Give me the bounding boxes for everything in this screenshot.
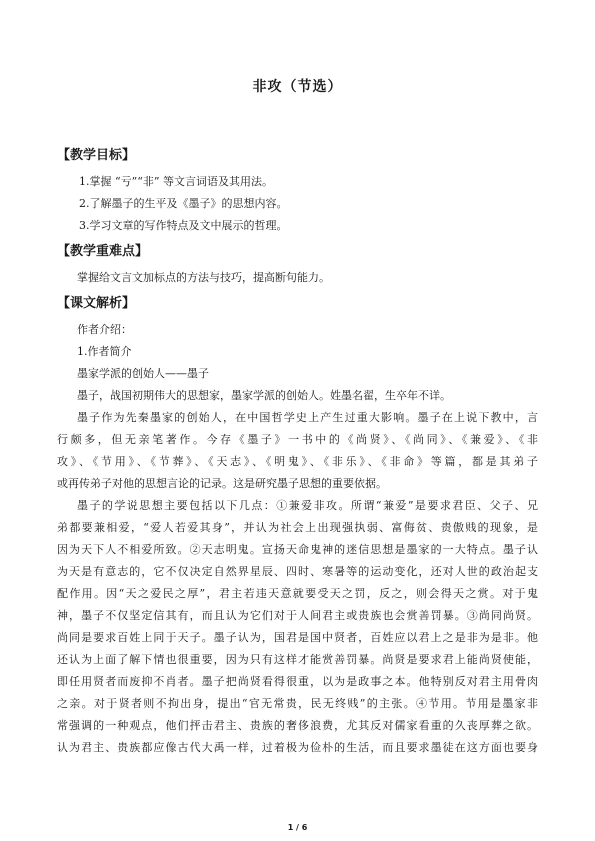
goal-item: 2.了解墨子的生平及《墨子》的思想内容。: [79, 197, 288, 210]
analysis-line: 1.作者简介: [77, 345, 132, 358]
analysis-line: 之亲。对于贤者则不拘出身，提出“官无常贵，民无终贱”的主张。④节用。节用是墨家非: [57, 697, 538, 710]
analysis-line: 因为天下人不相爱所致。②天志明鬼。宣扬天命鬼神的迷信思想是墨家的一大特点。墨子认: [57, 543, 538, 556]
keypoints-text: 掌握给文言文加标点的方法与技巧，提高断句能力。: [77, 271, 330, 284]
analysis-line: 配作用。因“天之爱民之厚”，君主若违天意就要受天之罚，反之，则会得天之赏。对于鬼: [57, 587, 538, 600]
analysis-line: 认为君主、贵族都应像古代大禹一样，过着极为俭朴的生活，而且要求墨徒在这方面也要身: [57, 741, 538, 754]
page-number: 1 / 6: [287, 823, 308, 832]
section-heading-analysis: 【课文解析】: [57, 296, 136, 311]
analysis-line: 为天是有意志的，它不仅决定自然界星辰、四时、寒暑等的运动变化，还对人世的政治起支: [57, 565, 538, 578]
analysis-line: 即任用贤者而废抑不肖者。墨子把尚贤看得很重，以为是政事之本。他特别反对君主用骨肉: [57, 675, 538, 688]
analysis-line: 常强调的一种观点，他们抨击君主、贵族的奢侈浪费，尤其反对儒家看重的久丧厚葬之欲。: [57, 719, 538, 732]
section-heading-goals: 【教学目标】: [57, 148, 136, 163]
goal-item: 1.掌握 “亏”“非” 等文言词语及其用法。: [79, 175, 273, 188]
analysis-line: 攻》、《节用》、《节葬》、《天志》、《明鬼》、《非乐》、《非命》等篇，都是其弟子: [57, 455, 538, 468]
analysis-line: 尚同是要求百姓上同于天子。墨子认为，国君是国中贤者，百姓应以君上之是非为是非。他: [57, 631, 538, 644]
section-heading-keypoints: 【教学重难点】: [57, 244, 149, 259]
analysis-line: 墨子作为先秦墨家的创始人，在中国哲学史上产生过重大影响。墨子在上说下教中，言: [77, 411, 538, 424]
analysis-line: 神，墨子不仅坚定信其有，而且认为它们对于人间君主或贵族也会赏善罚暴。③尚同尚贤。: [57, 609, 538, 622]
analysis-line: 或再传弟子对他的思想言论的记录。这是研究墨子思想的重要依据。: [57, 477, 387, 490]
analysis-line: 行颇多，但无亲笔著作。今存《墨子》一书中的《尚贤》、《尚同》、《兼爱》、《非: [57, 433, 538, 446]
goal-item: 3.学习文章的写作特点及文中展示的哲理。: [79, 219, 288, 232]
analysis-line: 还认为上面了解下情也很重要，因为只有这样才能赏善罚暴。尚贤是要求君上能尚贤使能，: [57, 653, 538, 666]
analysis-line: 作者介绍：: [77, 323, 132, 336]
analysis-line: 墨家学派的创始人——墨子: [77, 367, 209, 380]
analysis-line: 墨子，战国初期伟大的思想家，墨家学派的创始人。姓墨名翟，生卒年不详。: [77, 389, 451, 402]
document-title: 非攻（节选）: [252, 79, 343, 95]
analysis-line: 墨子的学说思想主要包括以下几点：①兼爱非攻。所谓“兼爱”是要求君臣、父子、兄: [77, 499, 538, 512]
analysis-line: 弟都要兼相爱，“爱人若爱其身”，并认为社会上出现强执弱、富侮贫、贵傲贱的现象，是: [57, 521, 538, 534]
